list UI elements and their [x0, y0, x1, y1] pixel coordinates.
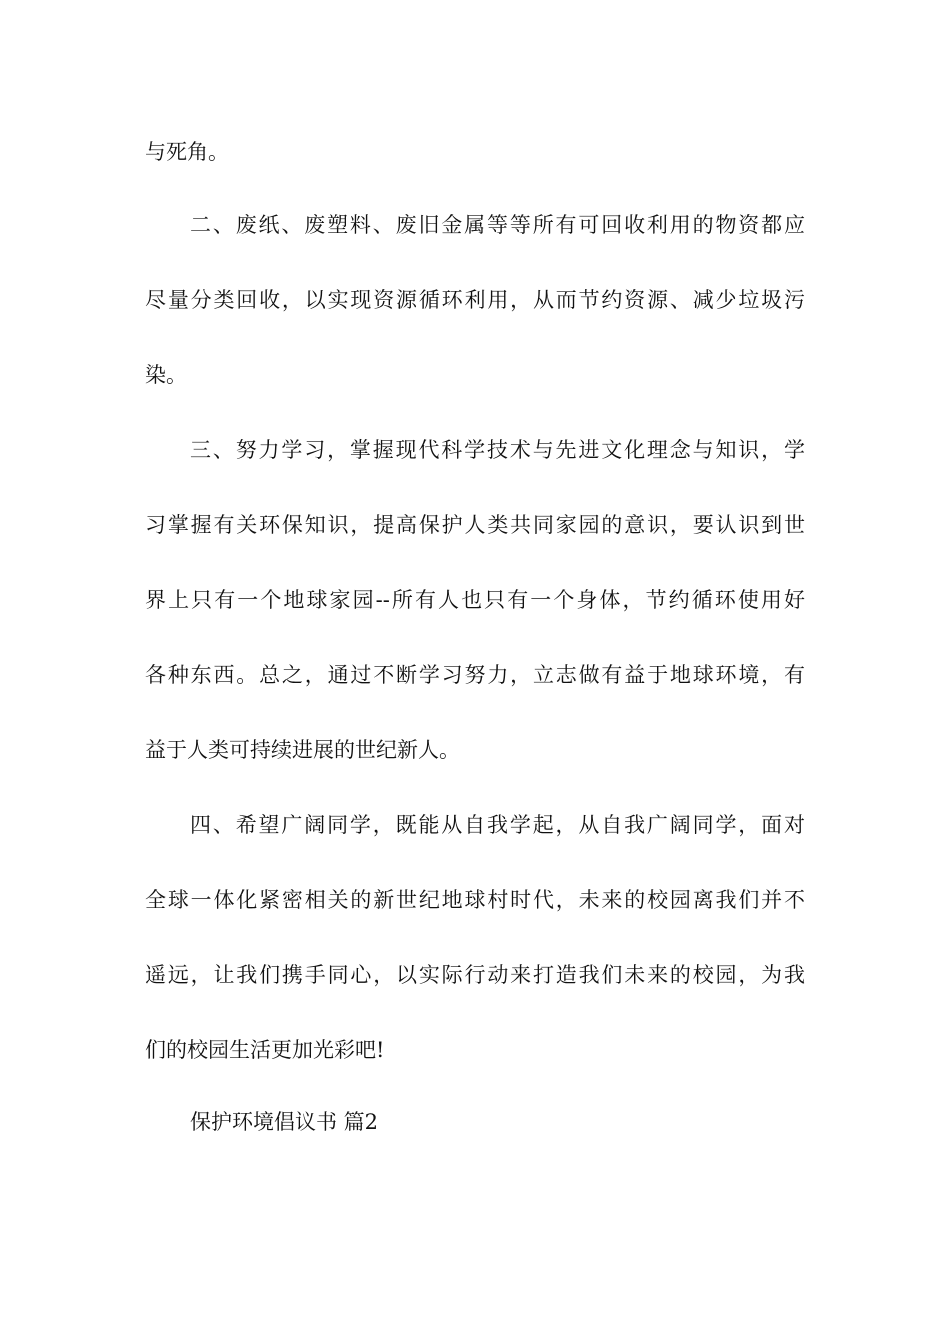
text-line-8: 各种东西。总之，通过不断学习努力，立志做有益于地球环境，有: [145, 663, 805, 687]
text-line-5: 三、努力学习，掌握现代科学技术与先进文化理念与知识，学: [190, 438, 805, 462]
text-line-11: 全球一体化紧密相关的新世纪地球村时代，未来的校园离我们并不: [145, 888, 805, 912]
text-line-7: 界上只有一个地球家园--所有人也只有一个身体，节约循环使用好: [145, 588, 805, 612]
text-line-1: 与死角。: [145, 140, 229, 164]
text-line-10: 四、希望广阔同学，既能从自我学起，从自我广阔同学，面对: [190, 813, 805, 837]
section-heading: 保护环境倡议书 篇2: [190, 1110, 379, 1134]
text-line-9: 益于人类可持续进展的世纪新人。: [145, 738, 460, 762]
text-line-12: 遥远，让我们携手同心，以实际行动来打造我们未来的校园，为我: [145, 963, 805, 987]
text-line-4: 染。: [145, 363, 187, 387]
text-line-2: 二、废纸、废塑料、废旧金属等等所有可回收利用的物资都应: [190, 213, 805, 237]
text-line-13: 们的校园生活更加光彩吧!: [145, 1038, 385, 1062]
text-line-3: 尽量分类回收，以实现资源循环利用，从而节约资源、减少垃圾污: [145, 288, 805, 312]
text-line-6: 习掌握有关环保知识，提高保护人类共同家园的意识，要认识到世: [145, 513, 805, 537]
